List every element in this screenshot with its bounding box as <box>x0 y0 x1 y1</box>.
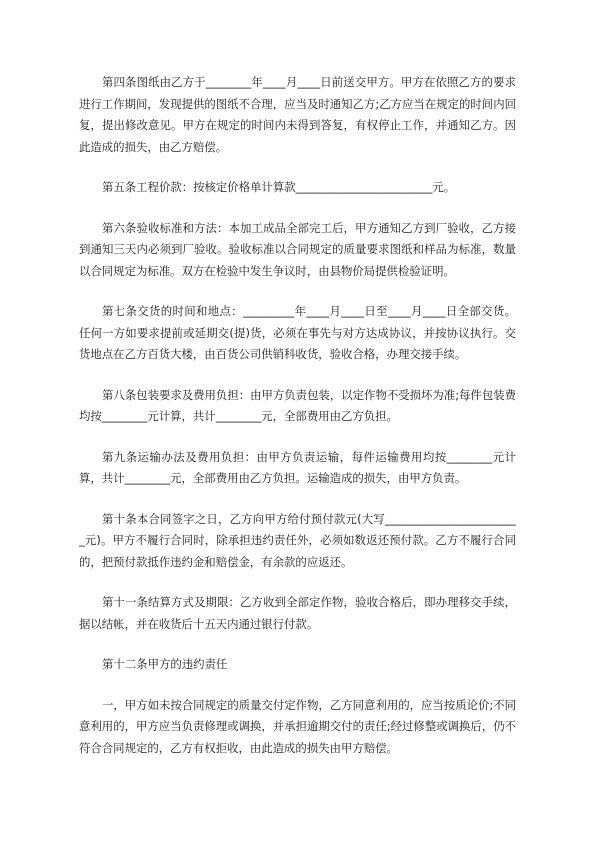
document-body <box>79 72 516 759</box>
paragraph-spacer <box>79 428 516 447</box>
clause-6-paragraph: 第六条验收标准和方法：本加工成品全部完工后，甲方通知乙方到厂验收，乙方接到通知三天内必须到厂验收。验收标准以合同规定的质量要求图纸和样品为标准，数量以合同规定为标准。双方在检验中发生争议时，由县物价局提供检验证明。 <box>79 220 516 278</box>
paragraph-spacer <box>79 282 516 301</box>
clause-12-heading: 第十二条甲方的违约责任 <box>102 657 228 671</box>
paragraph-spacer <box>79 199 516 218</box>
clause-7-paragraph: 第七条交货的时间和地点：_________年____月____日至____月____日全部交货。任何一方如要求提前或延期交(提)货，必须在事先与对方达成协议，并按协议执行。交货地点在乙方百货大楼，由百货公司供销科收货，验收合格，办理交接手续。 <box>79 304 516 361</box>
clause-9-paragraph: 第九条运输办法及费用负担：由甲方负责运输，每件运输费用均按________元计算，共计________元，全部费用由乙方负担。运输造成的损失，由甲方负责。 <box>79 449 516 485</box>
clause-12-item-1-paragraph: 一，甲方如未按合同规定的质量交付定作物，乙方同意利用的，应当按质论价;不同意利用的，甲方应当负责修理或调换，并承担逾期交付的责任;经过修整或调换后，仍不符合合同规定的，乙方有权拒收，由此造成的损失由甲方赔偿。 <box>79 697 516 755</box>
paragraph-spacer <box>79 573 516 592</box>
paragraph-spacer <box>79 676 516 695</box>
clause-10-paragraph: 第十条本合同签字之日，乙方向甲方给付预付款元(大写________________________元)。甲方不履行合同时，除承担违约责任外，必须如数返还预付款。乙方不履行合同的，把预付款抵作违约金和赔偿金，有余款的应返还。 <box>79 511 516 569</box>
clause-8-paragraph: 第八条包装要求及费用负担：由甲方负责包装，以定作物不受损坏为准;每件包装费均按________元计算，共计________元，全部费用由乙方负担。 <box>79 387 516 423</box>
paragraph-spacer <box>79 490 516 509</box>
clause-5-paragraph: 第五条工程价款：按核定价格单计算款________________________元。 <box>102 180 456 194</box>
paragraph-spacer <box>79 366 516 385</box>
clause-4-paragraph: 第四条图纸由乙方于________年____月____日前送交甲方。甲方在依照乙方的要求进行工作期间，发现提供的图纸不合理，应当及时通知乙方;乙方应当在规定的时间内回复，提出修改意见。甲方在规定的时间内未得到答复，有权停止工作，并通知乙方。因此造成的损失，由乙方赔偿。 <box>79 75 516 154</box>
clause-11-paragraph: 第十一条结算方式及期限：乙方收到全部定作物，验收合格后，即办理移交手续，据以结帐，并在收货后十五天内通过银行付款。 <box>79 595 516 631</box>
paragraph-spacer <box>79 635 516 654</box>
paragraph-spacer <box>79 158 516 177</box>
